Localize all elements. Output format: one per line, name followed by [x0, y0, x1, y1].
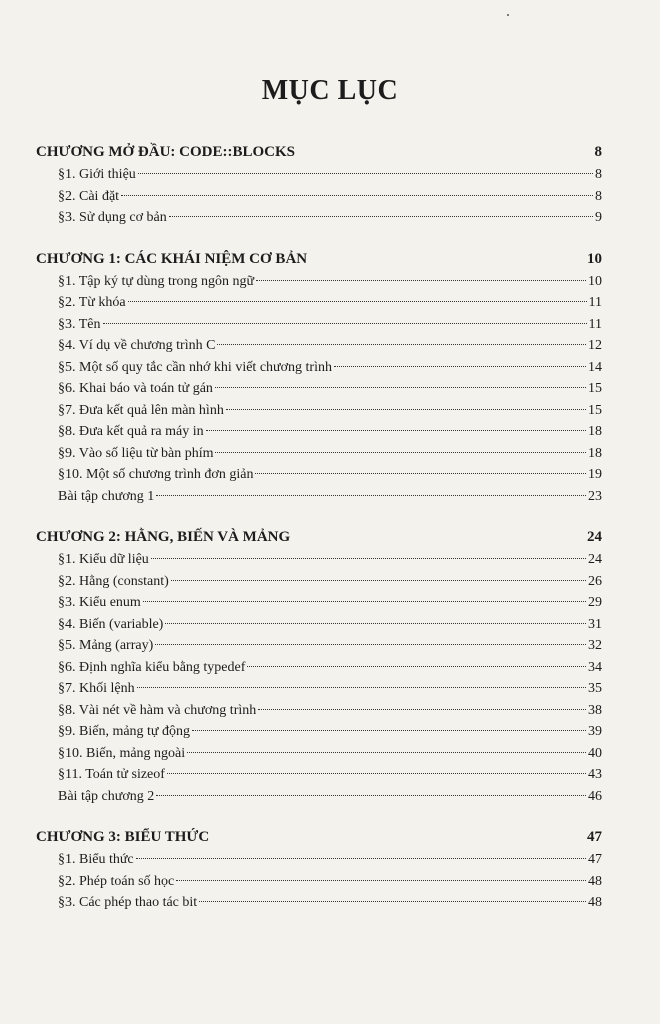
toc-entry	[36, 571, 602, 593]
entry-page-number: 23	[588, 488, 602, 504]
entry-title: §1. Biểu thức	[58, 852, 134, 867]
dot-leader	[128, 301, 587, 302]
toc-entry	[36, 378, 602, 400]
entry-page-number: 18	[588, 445, 602, 461]
toc-entry	[36, 849, 602, 871]
dot-leader	[187, 752, 586, 753]
toc-entry	[36, 486, 602, 508]
dot-leader	[167, 773, 586, 774]
entry-title: §7. Đưa kết quả lên màn hình	[58, 402, 224, 418]
entry-page-number: 35	[588, 681, 602, 696]
entry-page-number: 10	[588, 273, 602, 289]
entry-page-number: 40	[588, 745, 602, 761]
chapter-heading	[36, 825, 602, 849]
toc-entry	[36, 657, 602, 679]
chapter-section	[36, 247, 602, 508]
dot-leader	[258, 709, 586, 710]
toc-entry	[36, 549, 602, 571]
toc-entry	[36, 743, 602, 765]
dot-leader	[215, 387, 586, 388]
entry-title: §10. Biến, mảng ngoài	[58, 745, 186, 761]
entry-page-number: 38	[588, 702, 602, 718]
toc-entry	[36, 871, 602, 893]
entry-page-number: 12	[588, 338, 602, 353]
dot-leader	[217, 344, 586, 345]
toc-entry	[36, 678, 602, 700]
chapter-heading	[36, 525, 602, 549]
entry-page-number: 43	[588, 767, 602, 782]
toc-entry	[36, 764, 602, 786]
entry-title: §11. Toán tử sizeof	[58, 767, 165, 782]
entry-page-number: 34	[588, 659, 602, 675]
dot-leader	[136, 858, 586, 859]
toc-entry	[36, 464, 602, 486]
dot-leader	[255, 473, 586, 474]
dot-leader	[256, 280, 586, 281]
toc-entry	[36, 335, 602, 357]
entry-title: §5. Mảng (array)	[58, 638, 154, 653]
entry-page-number: 9	[595, 210, 602, 225]
chapter-page-number: 24	[587, 529, 602, 545]
entry-page-number: 29	[588, 595, 602, 610]
toc-entry	[36, 164, 602, 186]
entry-page-number: 18	[588, 424, 602, 439]
entry-title: §2. Từ khóa	[58, 295, 126, 310]
entry-title: §1. Giới thiệu	[58, 167, 136, 182]
entry-title: §1. Tập ký tự dùng trong ngôn ngữ	[58, 273, 255, 289]
entry-title: §6. Khai báo và toán tử gán	[58, 381, 213, 396]
entry-page-number: 26	[588, 573, 602, 589]
toc-entry	[36, 207, 602, 229]
dot-leader	[156, 795, 586, 796]
chapter-page-number: 47	[587, 829, 602, 845]
dot-leader	[155, 644, 586, 645]
entry-page-number: 39	[588, 724, 602, 739]
dot-leader	[226, 409, 586, 410]
toc-entry	[36, 614, 602, 636]
entry-page-number: 31	[588, 616, 602, 632]
entry-page-number: 8	[595, 167, 602, 182]
entry-title: §7. Khối lệnh	[58, 681, 135, 696]
entry-page-number: 15	[588, 381, 602, 396]
entry-title: §2. Hằng (constant)	[58, 573, 169, 589]
entry-title: §9. Biến, mảng tự động	[58, 724, 191, 739]
toc-entry	[36, 592, 602, 614]
dot-leader	[138, 173, 593, 174]
entry-page-number: 48	[588, 895, 602, 910]
dot-leader	[165, 623, 586, 624]
dot-leader	[171, 580, 586, 581]
chapter-page-number: 10	[587, 250, 602, 267]
dot-leader	[215, 452, 586, 453]
dot-leader	[176, 880, 586, 881]
entry-title: §8. Vài nét về hàm và chương trình	[58, 702, 257, 718]
print-speck	[507, 14, 509, 16]
toc-entry	[36, 721, 602, 743]
dot-leader	[103, 323, 587, 324]
entry-title: §3. Sử dụng cơ bản	[58, 210, 167, 225]
entry-title: §4. Ví dụ về chương trình C	[58, 338, 216, 353]
chapter-heading	[36, 140, 602, 164]
entry-title: Bài tập chương 1	[58, 488, 155, 504]
entry-title: §9. Vào số liệu từ bàn phím	[58, 445, 214, 461]
toc-entry	[36, 786, 602, 808]
chapter-page-number: 8	[594, 144, 602, 160]
dot-leader	[121, 195, 593, 196]
entry-title: §5. Một số quy tắc cần nhớ khi viết chương trình	[58, 359, 332, 375]
entry-page-number: 24	[588, 552, 602, 567]
toc-entry	[36, 357, 602, 379]
entry-page-number: 47	[588, 852, 602, 867]
entry-page-number: 11	[588, 295, 602, 310]
entry-title: Bài tập chương 2	[58, 788, 155, 804]
dot-leader	[156, 495, 586, 496]
entry-title: §4. Biến (variable)	[58, 616, 164, 632]
entry-page-number: 8	[595, 188, 602, 204]
toc-entry	[36, 186, 602, 208]
dot-leader	[137, 687, 586, 688]
entry-page-number: 46	[588, 788, 602, 804]
dot-leader	[192, 730, 586, 731]
dot-leader	[247, 666, 586, 667]
entry-page-number: 14	[588, 359, 602, 375]
chapter-title: CHƯƠNG MỞ ĐẦU: CODE::BLOCKS	[36, 144, 296, 160]
entry-page-number: 15	[588, 402, 602, 418]
chapter-title: CHƯƠNG 3: BIỂU THỨC	[36, 829, 210, 845]
toc-entry	[36, 292, 602, 314]
entry-title: §3. Các phép thao tác bit	[58, 895, 198, 910]
chapter-section	[36, 525, 602, 807]
dot-leader	[169, 216, 593, 217]
toc-entry	[36, 421, 602, 443]
entry-title: §2. Phép toán số học	[58, 873, 175, 889]
entry-title: §10. Một số chương trình đơn giản	[58, 467, 254, 482]
chapter-heading	[36, 247, 602, 271]
entry-title: §8. Đưa kết quả ra máy in	[58, 424, 204, 439]
entry-title: §2. Cài đặt	[58, 188, 120, 204]
page-title: MỤC LỤC	[261, 75, 399, 106]
toc-entry	[36, 400, 602, 422]
entry-page-number: 11	[588, 316, 602, 332]
dot-leader	[151, 558, 586, 559]
table-of-contents	[36, 140, 602, 914]
dot-leader	[143, 601, 586, 602]
toc-entry	[36, 892, 602, 914]
toc-entry	[36, 314, 602, 336]
entry-title: §6. Định nghĩa kiểu bằng typedef	[58, 659, 246, 675]
dot-leader	[199, 901, 586, 902]
toc-entry	[36, 700, 602, 722]
entry-title: §3. Tên	[58, 316, 101, 332]
entry-title: §1. Kiểu dữ liệu	[58, 552, 149, 567]
dot-leader	[206, 430, 586, 431]
toc-entry	[36, 443, 602, 465]
entry-page-number: 32	[588, 638, 602, 653]
entry-page-number: 48	[588, 873, 602, 889]
toc-entry	[36, 271, 602, 293]
dot-leader	[334, 366, 586, 367]
chapter-title: CHƯƠNG 2: HẰNG, BIẾN VÀ MẢNG	[36, 529, 291, 545]
entry-page-number: 19	[588, 467, 602, 482]
chapter-title: CHƯƠNG 1: CÁC KHÁI NIỆM CƠ BẢN	[36, 250, 308, 267]
chapter-section	[36, 140, 602, 229]
toc-entry	[36, 635, 602, 657]
chapter-section	[36, 825, 602, 914]
entry-title: §3. Kiểu enum	[58, 595, 141, 610]
